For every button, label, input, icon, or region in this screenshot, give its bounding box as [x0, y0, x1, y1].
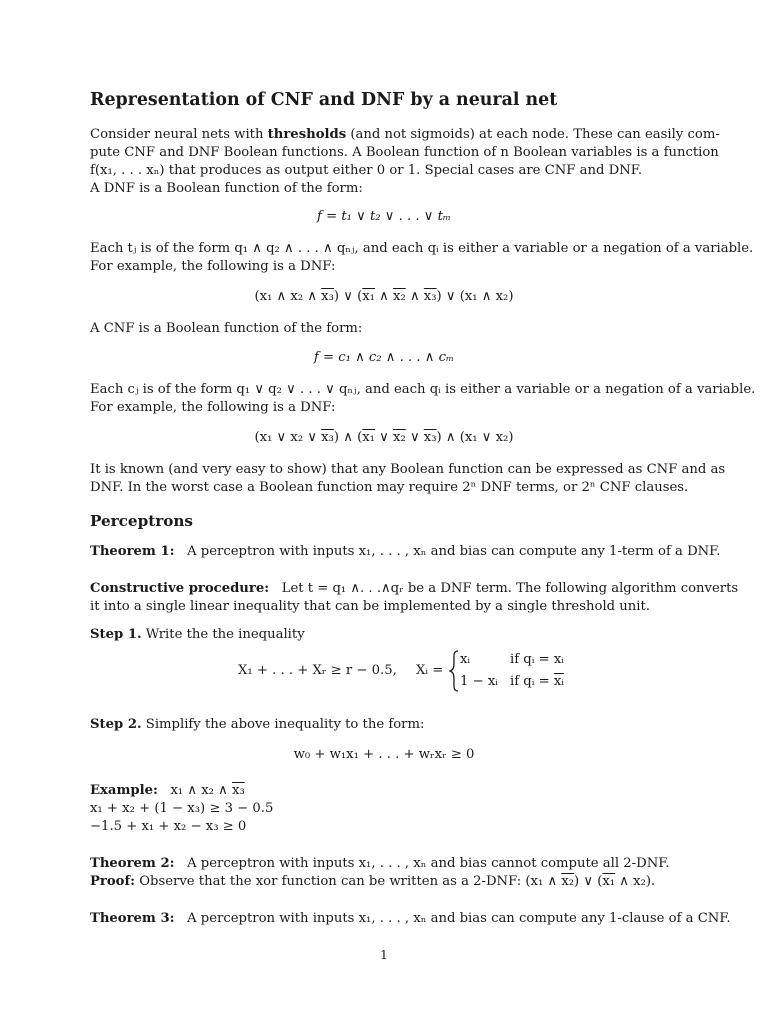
theorem-2	[90, 855, 670, 872]
example-line-2: x₁ + x₂ + (1 − x₃) ≥ 3 − 0.5	[90, 801, 274, 816]
intro-line-2: pute CNF and DNF Boolean functions. A Boolean function of n Boolean variables is a function	[90, 145, 719, 160]
proof-label: Proof:	[90, 874, 135, 889]
example-line-3: −1.5 + x₁ + x₂ − x₃ ≥ 0	[90, 819, 247, 834]
theorem-3-text: A perceptron with inputs x₁, . . . , xₙ and bias can compute any 1-clause of a CNF.	[187, 911, 731, 926]
known-line-2: DNF. In the worst case a Boolean function may require 2ⁿ DNF terms, or 2ⁿ CNF clauses.	[90, 480, 689, 495]
step-1-label: Step 1.	[90, 627, 142, 642]
case-1-expr: xᵢ	[460, 652, 471, 667]
left-brace-icon	[449, 650, 459, 692]
cnf-example-formula: (x₁ ∨ x₂ ∨ x₃) ∧ (x₁ ∨ x₂ ∨ x₃) ∧ (x₁ ∨ x₂)	[254, 430, 514, 445]
intro-line-3: f(x₁, . . . xₙ) that produces as output either 0 or 1. Special cases are CNF and DNF.	[90, 163, 643, 178]
known-line-1: It is known (and very easy to show) that any Boolean function can be expressed as CNF and as	[90, 462, 726, 477]
theorem-3	[90, 910, 731, 927]
page-number: 1	[380, 948, 388, 962]
cnf-desc-line-2: For example, the following is a DNF:	[90, 400, 336, 415]
step-2-label: Step 2.	[90, 717, 142, 732]
dnf-example-formula: (x₁ ∧ x₂ ∧ x₃) ∨ (x₁ ∧ x₂ ∧ x₃) ∨ (x₁ ∧ x₂)	[254, 289, 514, 304]
procedure-line-2: it into a single linear inequality that can be implemented by a single threshold unit.	[90, 599, 650, 614]
xi-definition: Xᵢ =	[416, 663, 444, 678]
cnf-intro: A CNF is a Boolean function of the form:	[90, 321, 363, 336]
section-heading-perceptrons: Perceptrons	[90, 512, 193, 530]
theorem-3-label: Theorem 3:	[90, 911, 175, 926]
page-title: Representation of CNF and DNF by a neural net	[90, 90, 558, 110]
procedure-line-1	[90, 580, 738, 597]
case-1-cond: if qᵢ = xᵢ	[510, 652, 564, 667]
step-2	[90, 716, 424, 733]
intro-line-4: A DNF is a Boolean function of the form:	[90, 181, 363, 196]
inequality-left: X₁ + . . . + Xᵣ ≥ r − 0.5,	[238, 663, 397, 678]
procedure-text: Let t = q₁ ∧. . .∧qᵣ be a DNF term. The following algorithm converts	[281, 581, 739, 596]
intro-text: (and not sigmoids) at each node. These can easily com-	[346, 127, 720, 142]
cnf-desc-line-1: Each cⱼ is of the form q₁ ∨ q₂ ∨ . . . ∨ qₙⱼ, and each qᵢ is either a variable or a negation of a variable.	[90, 382, 756, 397]
theorem-1	[90, 543, 720, 560]
theorem-2-text: A perceptron with inputs x₁, . . . , xₙ and bias cannot compute all 2-DNF.	[187, 856, 670, 871]
step-1-text: Write the the inequality	[145, 627, 305, 642]
cnf-formula: f = c₁ ∧ c₂ ∧ . . . ∧ cₘ	[313, 350, 455, 365]
theorem-1-text: A perceptron with inputs x₁, . . . , xₙ and bias can compute any 1-term of a DNF.	[187, 544, 721, 559]
simplified-inequality: w₀ + w₁x₁ + . . . + wᵣxᵣ ≥ 0	[293, 747, 475, 762]
theorem-1-label: Theorem 1:	[90, 544, 175, 559]
case-2-expr: 1 − xᵢ	[460, 674, 498, 689]
procedure-label: Constructive procedure:	[90, 581, 270, 596]
example-line-1: Example: x₁ ∧ x₂ ∧ x₃	[90, 783, 245, 798]
step-1	[90, 626, 305, 643]
theorem-2-label: Theorem 2:	[90, 856, 175, 871]
intro-text: Consider neural nets with	[90, 127, 268, 142]
example-label: Example:	[90, 783, 158, 798]
intro-line-1	[90, 126, 720, 143]
step-2-text: Simplify the above inequality to the form:	[145, 717, 425, 732]
dnf-formula: f = t₁ ∨ t₂ ∨ . . . ∨ tₘ	[317, 209, 451, 224]
proof: Proof: Observe that the xor function can be written as a 2-DNF: (x₁ ∧ x₂) ∨ (x₁ ∧ x₂).	[90, 874, 656, 889]
case-2-cond: if qᵢ = $\overline{xᵢ}$	[510, 674, 564, 689]
thresholds-bold: thresholds	[267, 127, 347, 142]
dnf-desc-line-2: For example, the following is a DNF:	[90, 259, 336, 274]
inequality-system	[230, 650, 590, 696]
dnf-desc-line-1: Each tⱼ is of the form q₁ ∧ q₂ ∧ . . . ∧ qₙⱼ, and each qᵢ is either a variable or a negation of a variable.	[90, 241, 754, 256]
